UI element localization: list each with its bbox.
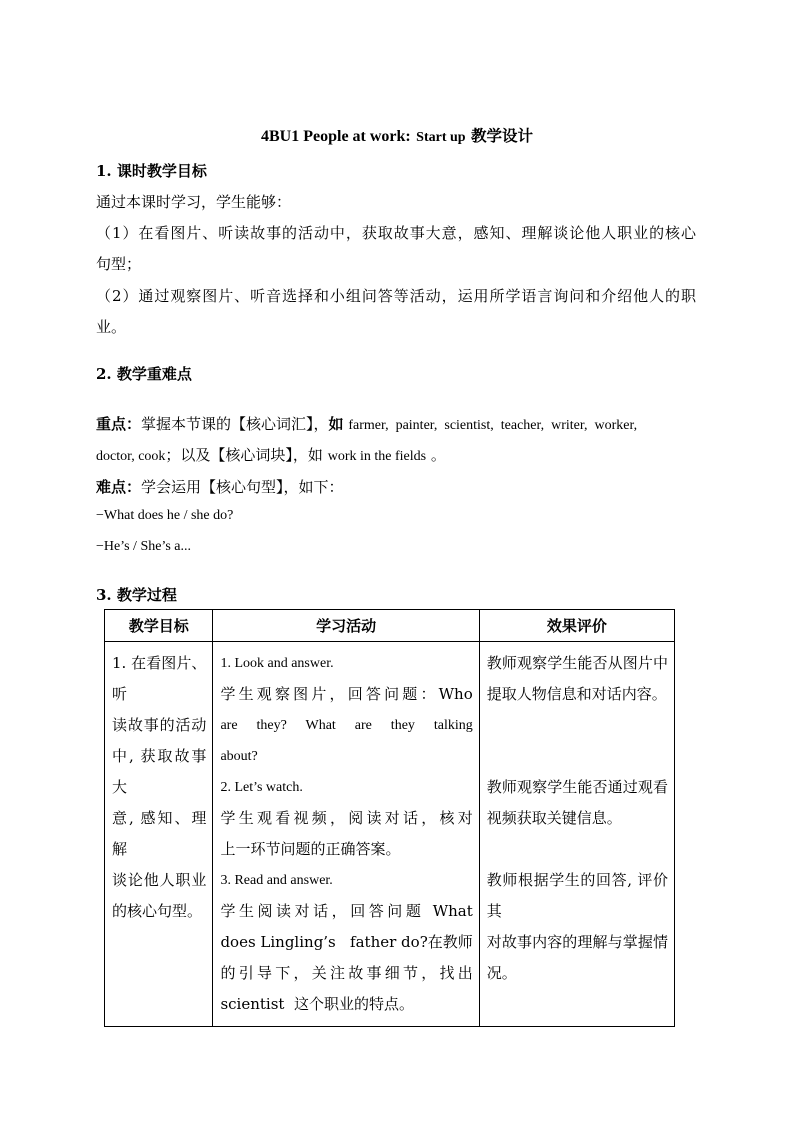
goal-cell: [105, 642, 213, 1027]
title-suffix: 教学设计: [470, 126, 533, 145]
title-sub: Start up: [416, 130, 466, 145]
table-header-row: [105, 610, 675, 642]
activity-2-line: 上一环节问题的正确答案。: [220, 840, 401, 858]
goal-line: 中, 获取故事大: [112, 747, 207, 796]
evaluation-2-line: 视频获取关键信息。: [486, 809, 622, 827]
activity-2-line: 学生观看视频，阅读对话，核对: [220, 809, 473, 827]
activity-3-line: does Lingling’s father do?在教师: [220, 933, 473, 951]
goal-line: 谈论他人职业: [112, 871, 207, 889]
activity-1-line: are they? What are they talking: [220, 718, 473, 733]
header-activity: 学习活动: [213, 610, 479, 642]
key-text: 掌握本节课的【核心词汇】，: [141, 415, 329, 433]
goal-line: 的核心句型。: [112, 902, 203, 920]
evaluation-1-line: 提取人物信息和对话内容。: [486, 685, 667, 703]
difficulty-line: [96, 476, 344, 497]
evaluation-1-line: 教师观察学生能否从图片中: [486, 654, 668, 672]
goal2-line1: （2）通过观察图片、听音选择和小组问答等活动，运用所学语言询问和介绍他人的职: [96, 287, 696, 305]
goal2-line2: 业。: [96, 318, 127, 336]
goal1-line1: （1）在看图片、听读故事的活动中，获取故事大意，感知、理解谈论他人职业的核心: [96, 224, 696, 242]
key-words: farmer, painter, scientist, teacher, writer, worker,: [348, 418, 638, 433]
goal-line: 1. 在看图片、听: [112, 654, 207, 703]
activity-2-title: 2. Let’s watch.: [220, 780, 303, 795]
section2-heading: 2. 教学重难点: [96, 365, 192, 383]
key-points-line2: [96, 444, 446, 465]
title-main: 4BU1 People at work:: [261, 128, 411, 145]
key-end: 。: [430, 446, 446, 464]
difficulty-text: 学会运用【核心句型】，如下：: [141, 478, 344, 496]
evaluation-2-line: 教师观察学生能否通过观看: [486, 778, 668, 796]
goal-line: 读故事的活动: [112, 716, 207, 734]
difficulty-label: 难点：: [96, 478, 142, 496]
goal1-line2: 句型；: [96, 255, 142, 273]
section1-heading: 1. 课时教学目标: [96, 162, 207, 180]
activity-3-title: 3. Read and answer.: [220, 873, 333, 888]
key-mid: ；以及【核心词块】，如: [165, 446, 323, 464]
evaluation-3-line: 况。: [486, 964, 517, 982]
teaching-process-table: [104, 609, 675, 1027]
activity-1-line: 学生观察图片，回答问题：Who: [220, 685, 473, 703]
activity-1-title: 1. Look and answer.: [220, 656, 334, 671]
goal-line: 意, 感知、理解: [112, 809, 207, 858]
activity-3-line: 的引导下，关注故事细节，找出: [220, 964, 473, 982]
key-words-2: doctor, cook: [96, 449, 166, 464]
key-points-line1: [96, 413, 696, 434]
table-row: [105, 642, 675, 1027]
key-label: 重点：: [96, 415, 142, 433]
activity-3-line: scientist 这个职业的特点。: [220, 995, 414, 1013]
core-sentence-1: −What does he / she do?: [96, 508, 234, 523]
activity-cell: [213, 642, 479, 1027]
key-text-b: 如: [328, 415, 344, 433]
header-evaluation: 效果评价: [479, 610, 674, 642]
document-title: [0, 124, 794, 146]
activity-1-line: about?: [220, 749, 258, 764]
core-sentence-2: −He’s / She’s a...: [96, 539, 191, 554]
section3-heading: 3. 教学过程: [96, 586, 177, 604]
evaluation-3-line: 教师根据学生的回答, 评价其: [486, 871, 668, 920]
section1-intro: 通过本课时学习，学生能够：: [96, 193, 292, 211]
header-goal: 教学目标: [105, 610, 213, 642]
evaluation-cell: [479, 642, 674, 1027]
key-phrase: work in the fields: [327, 449, 427, 464]
evaluation-3-line: 对故事内容的理解与掌握情: [486, 933, 668, 951]
activity-3-line: 学生阅读对话，回答问题 What: [220, 902, 473, 920]
